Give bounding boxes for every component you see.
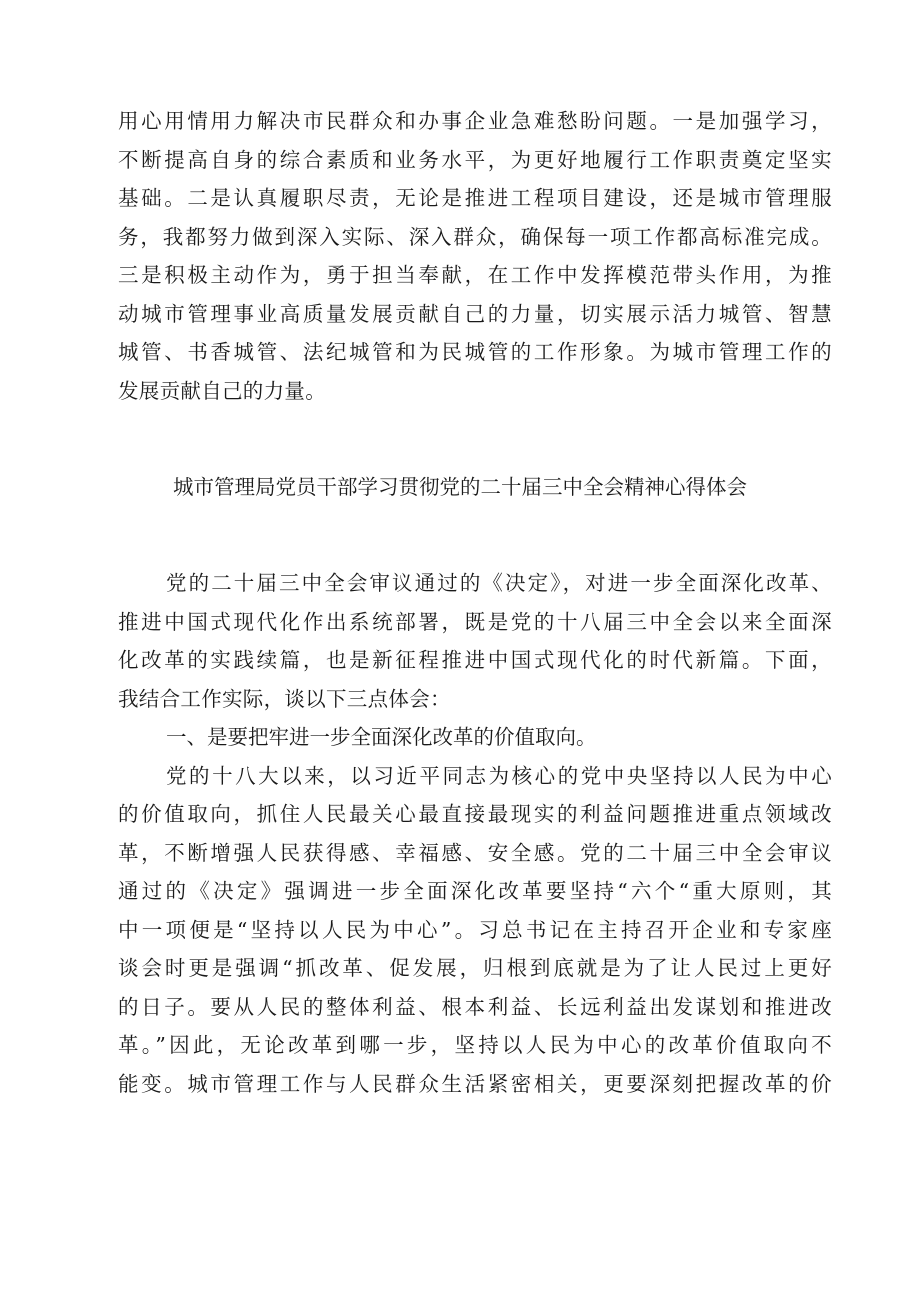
text-line: 谈会时更是强调“抓改革、促发展，归根到底就是为了让人民过上更好 [118, 956, 832, 980]
text-line: 发展贡献自己的力量。 [118, 379, 326, 403]
text-line: 化改革的实践续篇，也是新征程推进中国式现代化的时代新篇。下面， [118, 648, 832, 672]
text-line: 用心用情用力解决市民群众和办事企业急难愁盼问题。一是加强学习， [118, 109, 832, 133]
text-line: 党的二十届三中全会审议通过的《决定》，对进一步全面深化改革、 [166, 571, 832, 595]
text-line: 中一项便是“坚持以人民为中心”。习总书记在主持召开企业和专家座 [118, 918, 832, 942]
text-line: 通过的《决定》强调进一步全面深化改革要坚持“六个“重大原则，其 [118, 879, 832, 903]
document-title: 城市管理局党员干部学习贯彻党的二十届三中全会精神心得体会 [173, 475, 747, 499]
text-line: 能变。城市管理工作与人民群众生活紧密相关，更要深刻把握改革的价 [118, 1072, 832, 1096]
text-line: 三是积极主动作为，勇于担当奉献，在工作中发挥模范带头作用，为推 [118, 263, 832, 287]
text-line: 推进中国式现代化作出系统部署，既是党的十八届三中全会以来全面深 [118, 610, 832, 634]
text-line: 的价值取向，抓住人民最关心最直接最现实的利益问题推进重点领域改 [118, 802, 832, 826]
text-line: 基础。二是认真履职尽责，无论是推进工程项目建设，还是城市管理服 [118, 186, 832, 210]
text-line: 党的十八大以来，以习近平同志为核心的党中央坚持以人民为中心 [166, 764, 832, 788]
text-line: 务，我都努力做到深入实际、深入群众，确保每一项工作都高标准完成。 [118, 225, 832, 249]
text-line: 我结合工作实际，谈以下三点体会： [118, 687, 451, 711]
text-line: 动城市管理事业高质量发展贡献自己的力量，切实展示活力城管、智慧 [118, 302, 832, 326]
text-line: 革，不断增强人民获得感、幸福感、安全感。党的二十届三中全会审议 [118, 841, 832, 865]
section-heading: 一、是要把牢进一步全面深化改革的价值取向。 [166, 725, 597, 749]
text-line: 不断提高自身的综合素质和业务水平，为更好地履行工作职责奠定坚实 [118, 148, 832, 172]
text-line: 的日子。要从人民的整体利益、根本利益、长远利益出发谋划和推进改 [118, 995, 832, 1019]
text-line: 革。”因此，无论改革到哪一步，坚持以人民为中心的改革价值取向不 [118, 1033, 832, 1057]
text-line: 城管、书香城管、法纪城管和为民城管的工作形象。为城市管理工作的 [118, 340, 832, 364]
